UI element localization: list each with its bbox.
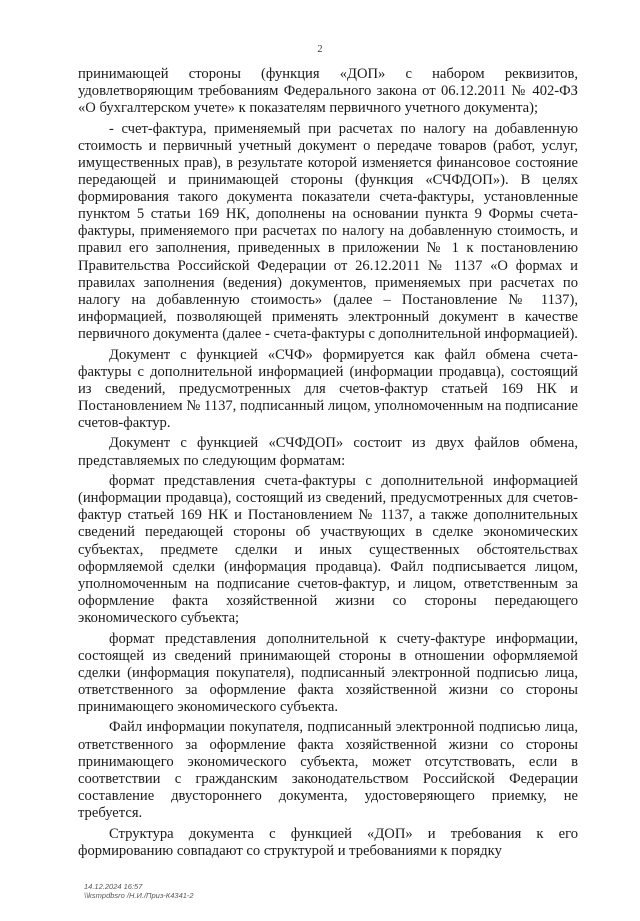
paragraph-buyer-format: формат представления дополнительной к счету-фактуре информации, состоящей из сведений принимающей стороны в отношении оформляемой сделки (информация покупателя), подписанный электронной подписью лица, ответственного за оформление факта хозяйственной жизни со стороны принимающего экономического субъекта. — [78, 630, 578, 715]
paragraph-buyer-file: Файл информации покупателя, подписанный электронной подписью лица, ответственного за оформление факта хозяйственной жизни со стороны принимающего экономического субъекта, может отсутствовать, если в соответствии с гражданским законодательством Российской Федерации составление двустороннего документа, удостоверяющего приемку, не требуется. — [78, 719, 578, 821]
document-body — [78, 66, 578, 863]
page-number: 2 — [317, 44, 323, 55]
paragraph-dop-structure: Структура документа с функцией «ДОП» и требования к его формированию совпадают со структурой и требованиями к порядку — [78, 825, 578, 859]
footer-timestamp: 14.12.2024 16:57 — [84, 882, 143, 891]
paragraph-seller-format: формат представления счета-фактуры с дополнительной информацией (информации продавца), состоящий из сведений, предусмотренных для счетов-фактур статьей 169 НК и Постановлением № 1137, а также дополнительных сведений передающей стороны об участвующих в сделке экономических субъектах, предмете сделки и иных существенных обстоятельствах оформляемой сделки (информация продавца). Файл подписывается лицом, уполномоченным на подписание счетов-фактур, и лицом, ответственным за оформление факта хозяйственной жизни со стороны передающего экономического субъекта; — [78, 473, 578, 626]
document-footer — [84, 882, 194, 900]
footer-path: \\ksmpdbsro /Н.И./Приз-К4341-2 — [84, 891, 194, 900]
paragraph-schfdop-function: Документ с функцией «СЧФДОП» состоит из двух файлов обмена, представляемых по следующим форматам: — [78, 435, 578, 469]
paragraph-schf-function: Документ с функцией «СЧФ» формируется как файл обмена счета-фактуры с дополнительной информацией (информации продавца), состоящий из сведений, предусмотренных для счетов-фактур статьей 169 НК и Постановлением № 1137, подписанный лицом, уполномоченным на подписание счетов-фактур. — [78, 346, 578, 431]
paragraph-continuation: принимающей стороны (функция «ДОП» с набором реквизитов, удовлетворяющим требованиям Федерального закона от 06.12.2011 № 402-ФЗ «О бухгалтерском учете» к показателям первичного учетного документа); — [78, 66, 578, 117]
paragraph-invoice-definition: - счет-фактура, применяемый при расчетах по налогу на добавленную стоимость и первичный учетный документ о передаче товаров (работ, услуг, имущественных прав), в результате которой изменяется финансовое состояние передающей и принимающей стороны (функция «СЧФДОП»). В целях формирования такого документа показатели счета-фактуры, установленные пунктом 5 статьи 169 НК, дополнены на основании пункта 9 Формы счета-фактуры, применяемого при расчетах по налогу на добавленную стоимость, и правил его заполнения, приведенных в приложении № 1 к постановлению Правительства Российской Федерации от 26.12.2011 № 1137 «О формах и правилах заполнения (ведения) документов, применяемых при расчетах по налогу на добавленную стоимость» (далее – Постановление № 1137), информацией, позволяющей применять электронный документ в качестве первичного документа (далее - счета-фактуры с дополнительной информацией). — [78, 120, 578, 342]
